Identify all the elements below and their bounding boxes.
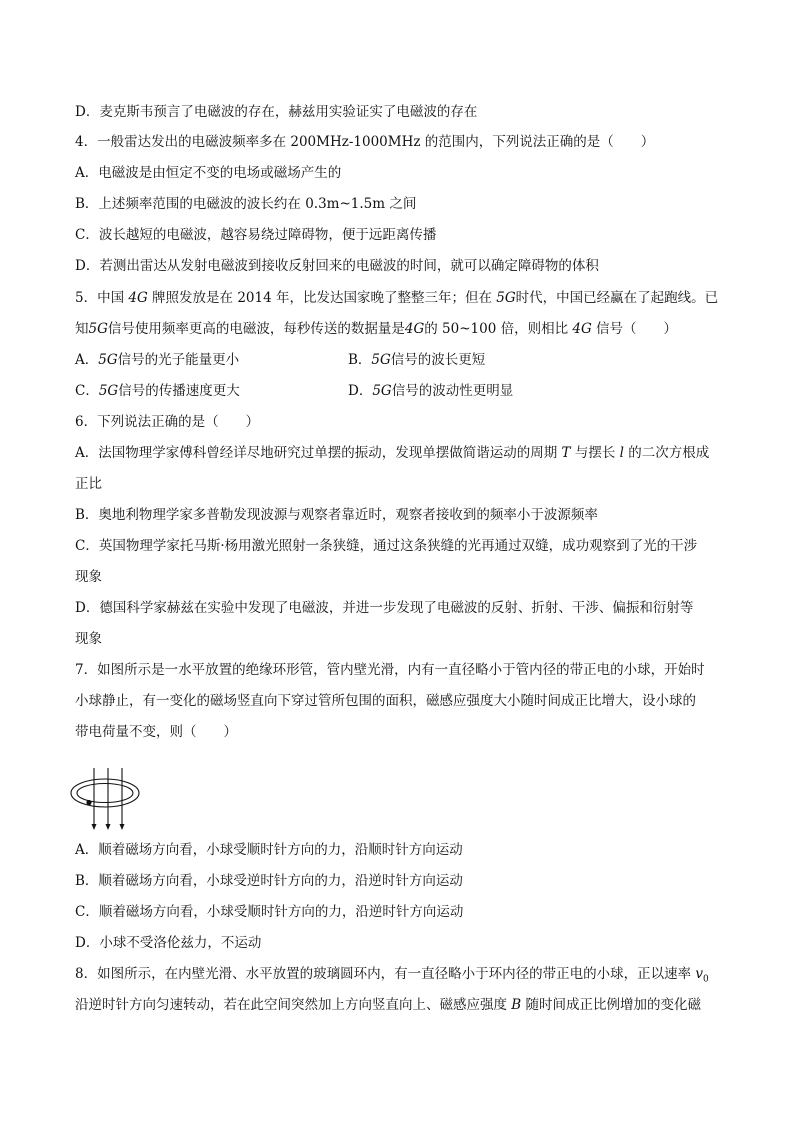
q7-stem-line2: 小球静止，有一变化的磁场竖直向下穿过管所包围的面积，磁感应强度大小随时间成正比增大，设小球的	[75, 693, 696, 709]
q6-option-d-line2: 现象	[75, 631, 102, 647]
q3-option-d: D．麦克斯韦预言了电磁波的存在，赫兹用实验证实了电磁波的存在	[75, 104, 478, 120]
q5-text: 牌照发放是在 2014 年，比发达国家晚了整整三年；但在	[147, 290, 497, 306]
q7-option-b: B．顺着磁场方向看，小球受逆时针方向的力，沿逆时针方向运动	[75, 873, 463, 889]
q4-option-d: D．若测出雷达从发射电磁波到接收反射回来的电磁波的时间，就可以确定障碍物的体积	[75, 258, 599, 274]
q5-text: 信号的波长更短	[390, 352, 486, 368]
q8-symbol-b: B	[511, 997, 522, 1013]
q5-text: 信号的光子能量更小	[117, 352, 240, 368]
q5-option-d	[348, 382, 513, 400]
q6-option-d-line1: D．德国科学家赫兹在实验中发现了电磁波，并进一步发现了电磁波的反射、折射、干涉、偏振和衍射等	[75, 600, 694, 616]
q7-stem-line1: 7．如图所示是一水平放置的绝缘环形管，管内壁光滑，内有一直径略小于管内径的带正电的小球，开始时	[75, 662, 705, 678]
q6-stem: 6．下列说法正确的是（ ）	[75, 414, 260, 430]
q8-text: 8．如图所示，在内壁光滑、水平放置的玻璃圆环内，有一直径略小于环内径的带正电的小球，正以速率	[75, 966, 696, 982]
q5-option-b	[348, 351, 485, 369]
q5-text: 时代，中国已经赢在了起跑线。已	[515, 290, 719, 306]
q5-text: 5．中国	[75, 290, 129, 306]
q4-stem: 4．一般雷达发出的电磁波频率多在 200MHz-1000MHz 的范围内，下列说法正确的是（ ）	[75, 134, 655, 150]
q6-option-b: B．奥地利物理学家多普勒发现波源与观察者靠近时，观察者接收到的频率小于波源频率	[75, 507, 598, 523]
q6-text: A．法国物理学家傅科曾经详尽地研究过单摆的振动，发现单摆做简谐运动的周期	[75, 445, 562, 461]
q5-term-4g: 4G	[404, 321, 425, 337]
q6-symbol-t: T	[561, 445, 571, 461]
arrow-down-icon	[120, 824, 125, 830]
q5-text: D．	[348, 383, 373, 399]
q5-text: C．	[75, 383, 99, 399]
q5-text: A．	[75, 352, 99, 368]
q5-term-5g: 5G	[98, 352, 118, 368]
q7-option-c: C．顺着磁场方向看，小球受顺时针方向的力，沿逆时针方向运动	[75, 904, 464, 920]
q8-text: 随时间成正比例增加的变化磁	[521, 997, 702, 1013]
q6-text: 的二次方根成	[623, 445, 710, 461]
q8-stem-line2	[75, 996, 701, 1014]
arrow-down-icon	[92, 824, 97, 830]
q6-option-c-line2: 现象	[75, 569, 102, 585]
q4-option-c: C．波长越短的电磁波，越容易绕过障碍物，便于远距离传播	[75, 227, 437, 243]
q7-stem-line3: 带电荷量不变，则（ ）	[75, 724, 237, 740]
q5-term-5g: 5G	[496, 290, 516, 306]
q6-option-c-line1: C．英国物理学家托马斯·杨用激光照射一条狭缝，通过这条狭缝的光再通过双缝，成功观察到了光的干涉	[75, 538, 698, 554]
q6-symbol-l: l	[619, 445, 624, 461]
q8-symbol-v: v	[695, 966, 704, 982]
q4-option-b: B．上述频率范围的电磁波的波长约在 0.3m~1.5m 之间	[75, 196, 417, 212]
q5-term-4g: 4G	[128, 290, 148, 306]
q8-text: 沿逆时针方向匀速转动，若在此空间突然加上方向竖直向上、磁感应强度	[75, 997, 512, 1013]
q7-option-d: D．小球不受洛伦兹力，不运动	[75, 935, 262, 951]
q6-option-a-line2: 正比	[75, 476, 102, 492]
q6-option-a-line1	[75, 444, 709, 462]
q5-text: 信号（ ）	[591, 321, 678, 337]
q5-term-5g: 5G	[372, 383, 392, 399]
q5-option-a	[75, 351, 239, 369]
inner-ring	[77, 784, 133, 803]
q8-stem-line1	[75, 965, 709, 989]
q5-text: 知	[75, 321, 89, 337]
q5-text: 信号使用频率更高的电磁波，每秒传送的数据量是	[107, 321, 405, 337]
q5-text: 信号的传播速度更大	[118, 383, 240, 399]
q8-subscript: 0	[703, 974, 709, 985]
q5-text: 信号的波动性更明显	[391, 383, 514, 399]
q5-term-5g: 5G	[98, 383, 119, 399]
ring-tube-figure	[66, 764, 146, 834]
q5-term-5g: 5G	[88, 321, 108, 337]
q6-text: 与摆长	[570, 445, 620, 461]
q5-term-4g: 4G	[572, 321, 592, 337]
q5-stem-line1	[75, 289, 718, 307]
q5-stem-line2	[75, 320, 677, 338]
q5-text: 的 50~100 倍，则相比	[424, 321, 573, 337]
arrow-down-icon	[106, 824, 111, 830]
charged-ball	[86, 800, 91, 805]
q5-term-5g: 5G	[371, 352, 391, 368]
q4-option-a: A．电磁波是由恒定不变的电场或磁场产生的	[75, 165, 342, 181]
q5-option-c	[75, 382, 240, 400]
q7-option-a: A．顺着磁场方向看，小球受顺时针方向的力，沿顺时针方向运动	[75, 842, 463, 858]
q5-text: B．	[348, 352, 372, 368]
